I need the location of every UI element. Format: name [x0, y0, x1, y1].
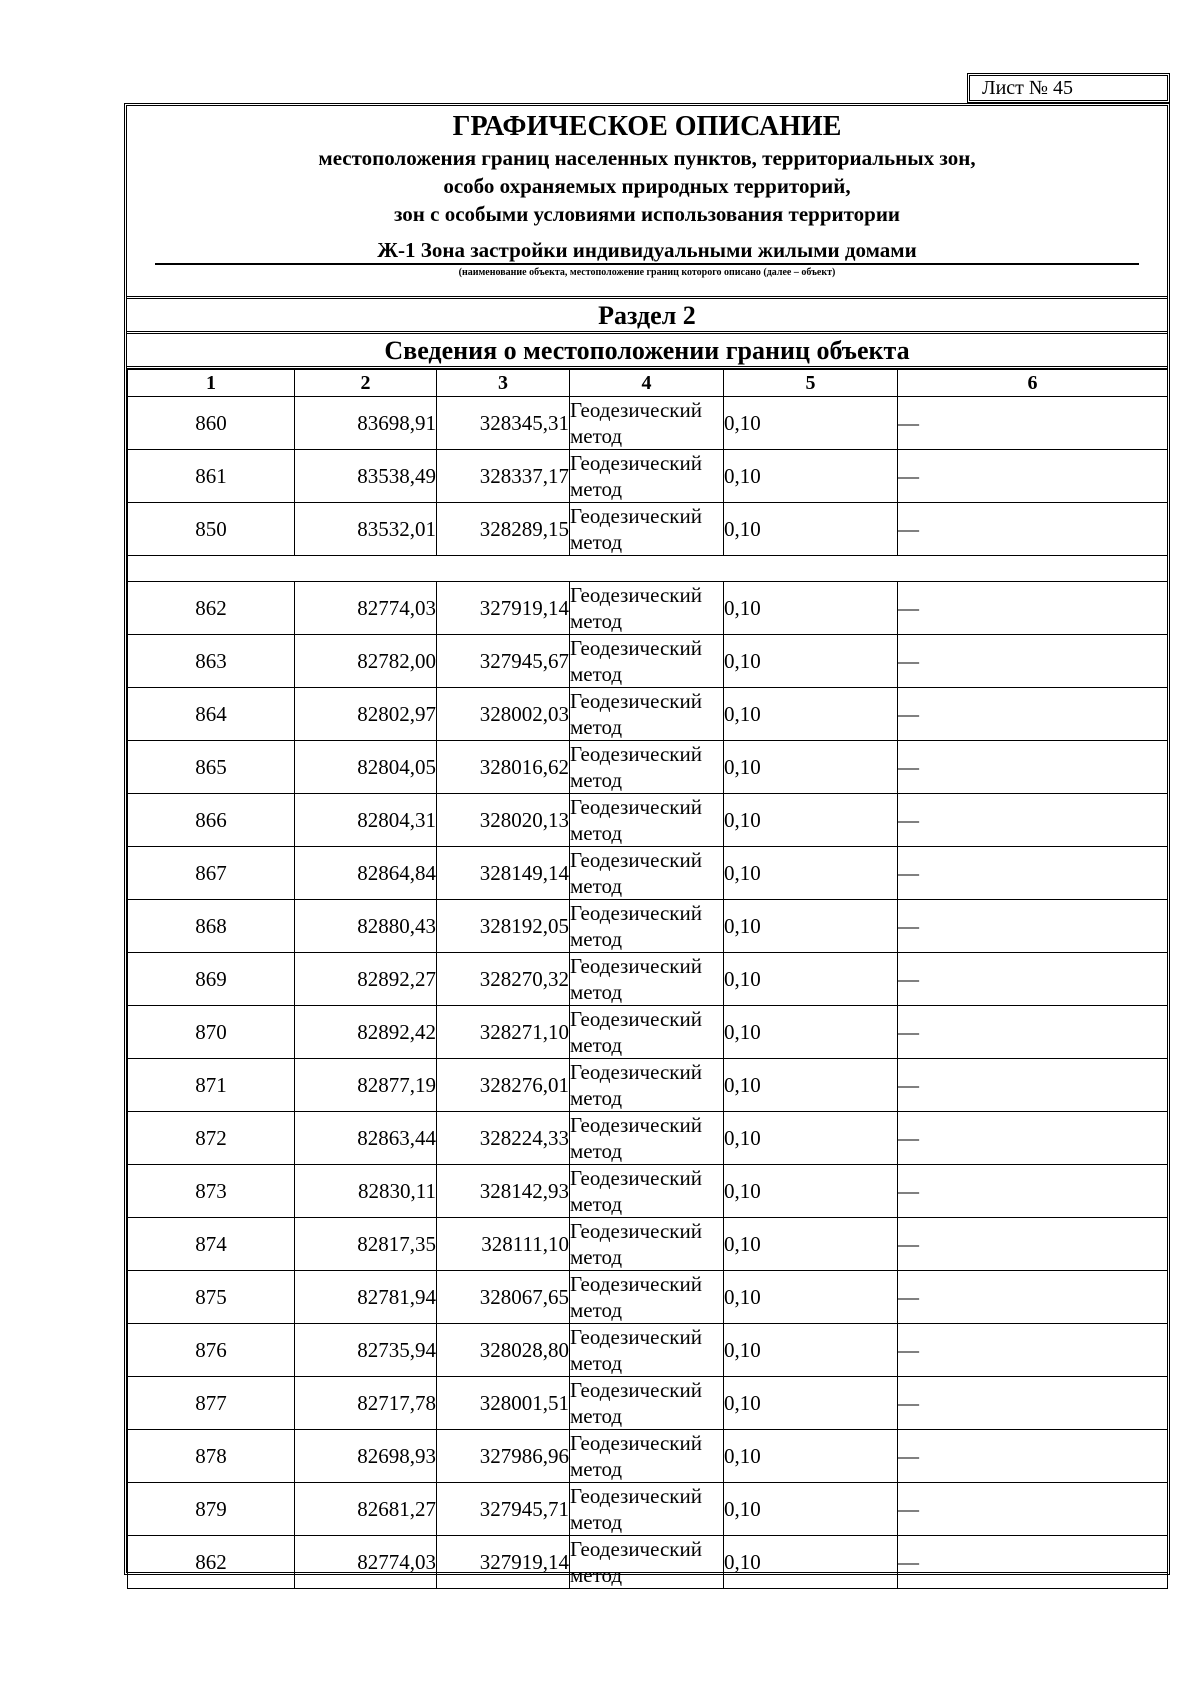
cell-coordinate-x: 83698,91	[295, 397, 437, 450]
table-row	[128, 794, 1168, 847]
cell-point-number: 868	[128, 900, 295, 953]
cell-accuracy: 0,10	[724, 1112, 898, 1165]
cell-coordinate-y: 328337,17	[437, 450, 570, 503]
column-header-3: 3	[437, 370, 570, 397]
cell-accuracy: 0,10	[724, 688, 898, 741]
cell-point-number: 865	[128, 741, 295, 794]
cell-method: Геодезический метод	[570, 1059, 724, 1112]
cell-accuracy: 0,10	[724, 741, 898, 794]
cell-method: Геодезический метод	[570, 741, 724, 794]
table-row	[128, 635, 1168, 688]
cell-accuracy: 0,10	[724, 1536, 898, 1589]
cell-method: Геодезический метод	[570, 582, 724, 635]
cell-coordinate-x: 82781,94	[295, 1271, 437, 1324]
cell-point-number: 878	[128, 1430, 295, 1483]
column-header-6: 6	[898, 370, 1168, 397]
cell-point-number: 879	[128, 1483, 295, 1536]
cell-accuracy: 0,10	[724, 397, 898, 450]
cell-coordinate-x: 82698,93	[295, 1430, 437, 1483]
cell-coordinate-y: 327986,96	[437, 1430, 570, 1483]
cell-coordinate-y: 328192,05	[437, 900, 570, 953]
cell-point-number: 862	[128, 582, 295, 635]
table-row	[128, 1059, 1168, 1112]
cell-point-number: 863	[128, 635, 295, 688]
contour-separator-row	[128, 556, 1168, 582]
column-header-4: 4	[570, 370, 724, 397]
cell-point-number: 866	[128, 794, 295, 847]
document-title: ГРАФИЧЕСКОЕ ОПИСАНИЕ	[452, 111, 842, 142]
cell-coordinate-x: 82717,78	[295, 1377, 437, 1430]
table-row	[128, 1112, 1168, 1165]
document-header	[127, 106, 1167, 299]
cell-description: —	[898, 953, 1168, 1006]
table-header-row	[128, 370, 1168, 397]
cell-point-number: 874	[128, 1218, 295, 1271]
cell-coordinate-x: 82804,05	[295, 741, 437, 794]
table-row	[128, 741, 1168, 794]
cell-method: Геодезический метод	[570, 847, 724, 900]
cell-point-number: 873	[128, 1165, 295, 1218]
cell-method: Геодезический метод	[570, 1006, 724, 1059]
cell-accuracy: 0,10	[724, 503, 898, 556]
cell-description: —	[898, 741, 1168, 794]
cell-coordinate-y: 327945,71	[437, 1483, 570, 1536]
cell-coordinate-x: 82864,84	[295, 847, 437, 900]
cell-coordinate-x: 82880,43	[295, 900, 437, 953]
cell-description: —	[898, 635, 1168, 688]
cell-point-number: 869	[128, 953, 295, 1006]
cell-description: —	[898, 1377, 1168, 1430]
table-row	[128, 1271, 1168, 1324]
table-body	[128, 397, 1168, 1589]
cell-point-number: 867	[128, 847, 295, 900]
cell-coordinate-y: 327919,14	[437, 1536, 570, 1589]
table-row	[128, 688, 1168, 741]
cell-description: —	[898, 1324, 1168, 1377]
cell-accuracy: 0,10	[724, 794, 898, 847]
cell-coordinate-y: 328149,14	[437, 847, 570, 900]
object-name: Ж-1 Зона застройки индивидуальными жилыми домами	[377, 238, 917, 262]
cell-method: Геодезический метод	[570, 953, 724, 1006]
table-row	[128, 1377, 1168, 1430]
cell-point-number: 872	[128, 1112, 295, 1165]
document-subtitle-line-2: особо охраняемых природных территорий,	[443, 174, 851, 198]
cell-point-number: 864	[128, 688, 295, 741]
cell-coordinate-y: 328345,31	[437, 397, 570, 450]
cell-method: Геодезический метод	[570, 794, 724, 847]
cell-description: —	[898, 1112, 1168, 1165]
cell-method: Геодезический метод	[570, 900, 724, 953]
cell-method: Геодезический метод	[570, 1430, 724, 1483]
column-header-5: 5	[724, 370, 898, 397]
cell-point-number: 862	[128, 1536, 295, 1589]
table-row	[128, 1536, 1168, 1589]
cell-coordinate-x: 82863,44	[295, 1112, 437, 1165]
cell-coordinate-x: 83538,49	[295, 450, 437, 503]
cell-method: Геодезический метод	[570, 450, 724, 503]
document-subtitle-line-3: зон с особыми условиями использования территории	[393, 202, 901, 226]
cell-description: —	[898, 794, 1168, 847]
table-row	[128, 1483, 1168, 1536]
table-row	[128, 582, 1168, 635]
cell-coordinate-y: 328276,01	[437, 1059, 570, 1112]
cell-method: Геодезический метод	[570, 1271, 724, 1324]
cell-accuracy: 0,10	[724, 1271, 898, 1324]
object-underline	[155, 263, 1139, 265]
cell-coordinate-y: 328020,13	[437, 794, 570, 847]
cell-method: Геодезический метод	[570, 635, 724, 688]
cell-point-number: 876	[128, 1324, 295, 1377]
cell-description: —	[898, 450, 1168, 503]
cell-accuracy: 0,10	[724, 450, 898, 503]
table-row	[128, 503, 1168, 556]
cell-accuracy: 0,10	[724, 1059, 898, 1112]
cell-coordinate-x: 82681,27	[295, 1483, 437, 1536]
cell-point-number: 850	[128, 503, 295, 556]
cell-coordinate-y: 328001,51	[437, 1377, 570, 1430]
table-row	[128, 1430, 1168, 1483]
table-row	[128, 953, 1168, 1006]
section-subtitle: Сведения о местоположении границ объекта	[127, 334, 1167, 369]
cell-coordinate-x: 82877,19	[295, 1059, 437, 1112]
cell-coordinate-y: 328224,33	[437, 1112, 570, 1165]
cell-method: Геодезический метод	[570, 1324, 724, 1377]
cell-coordinate-y: 328016,62	[437, 741, 570, 794]
cell-accuracy: 0,10	[724, 1218, 898, 1271]
cell-description: —	[898, 900, 1168, 953]
table-row	[128, 847, 1168, 900]
cell-point-number: 877	[128, 1377, 295, 1430]
column-header-1: 1	[128, 370, 295, 397]
table-row	[128, 397, 1168, 450]
coordinates-table	[127, 369, 1168, 1589]
cell-description: —	[898, 847, 1168, 900]
cell-description: —	[898, 397, 1168, 450]
cell-accuracy: 0,10	[724, 582, 898, 635]
cell-coordinate-y: 328271,10	[437, 1006, 570, 1059]
cell-accuracy: 0,10	[724, 1483, 898, 1536]
cell-method: Геодезический метод	[570, 1165, 724, 1218]
cell-description: —	[898, 1218, 1168, 1271]
cell-coordinate-y: 328289,15	[437, 503, 570, 556]
cell-description: —	[898, 582, 1168, 635]
cell-coordinate-y: 328067,65	[437, 1271, 570, 1324]
cell-description: —	[898, 1483, 1168, 1536]
document-frame	[124, 103, 1170, 1587]
cell-coordinate-x: 82782,00	[295, 635, 437, 688]
section-title: Раздел 2	[127, 299, 1167, 334]
cell-coordinate-x: 83532,01	[295, 503, 437, 556]
cell-coordinate-y: 328002,03	[437, 688, 570, 741]
cell-method: Геодезический метод	[570, 1377, 724, 1430]
cell-method: Геодезический метод	[570, 1112, 724, 1165]
cell-accuracy: 0,10	[724, 1430, 898, 1483]
cell-coordinate-x: 82892,27	[295, 953, 437, 1006]
cell-description: —	[898, 503, 1168, 556]
cell-point-number: 871	[128, 1059, 295, 1112]
cell-description: —	[898, 688, 1168, 741]
cell-coordinate-x: 82774,03	[295, 582, 437, 635]
cell-coordinate-x: 82774,03	[295, 1536, 437, 1589]
cell-coordinate-x: 82830,11	[295, 1165, 437, 1218]
cell-method: Геодезический метод	[570, 1536, 724, 1589]
cell-coordinate-y: 328142,93	[437, 1165, 570, 1218]
cell-method: Геодезический метод	[570, 503, 724, 556]
cell-coordinate-y: 328028,80	[437, 1324, 570, 1377]
cell-description: —	[898, 1536, 1168, 1589]
cell-description: —	[898, 1271, 1168, 1324]
sheet-number: Лист № 45	[967, 73, 1170, 103]
cell-point-number: 861	[128, 450, 295, 503]
cell-description: —	[898, 1430, 1168, 1483]
cell-accuracy: 0,10	[724, 847, 898, 900]
cell-accuracy: 0,10	[724, 953, 898, 1006]
cell-coordinate-y: 327945,67	[437, 635, 570, 688]
table-row	[128, 1218, 1168, 1271]
table-row	[128, 1165, 1168, 1218]
cell-method: Геодезический метод	[570, 688, 724, 741]
cell-coordinate-x: 82817,35	[295, 1218, 437, 1271]
cell-coordinate-y: 327919,14	[437, 582, 570, 635]
table-row	[128, 450, 1168, 503]
cell-method: Геодезический метод	[570, 1483, 724, 1536]
cell-accuracy: 0,10	[724, 1324, 898, 1377]
cell-accuracy: 0,10	[724, 900, 898, 953]
object-caption: (наименование объекта, местоположение границ которого описано (далее – объект)	[458, 267, 836, 278]
document-subtitle-line-1: местоположения границ населенных пунктов, территориальных зон,	[318, 146, 976, 170]
cell-coordinate-y: 328270,32	[437, 953, 570, 1006]
separator-cell	[128, 556, 1168, 582]
cell-method: Геодезический метод	[570, 1218, 724, 1271]
cell-point-number: 875	[128, 1271, 295, 1324]
cell-point-number: 860	[128, 397, 295, 450]
column-header-2: 2	[295, 370, 437, 397]
table-row	[128, 1006, 1168, 1059]
cell-coordinate-x: 82804,31	[295, 794, 437, 847]
cell-point-number: 870	[128, 1006, 295, 1059]
cell-coordinate-x: 82735,94	[295, 1324, 437, 1377]
table-row	[128, 1324, 1168, 1377]
cell-accuracy: 0,10	[724, 1165, 898, 1218]
cell-description: —	[898, 1059, 1168, 1112]
cell-method: Геодезический метод	[570, 397, 724, 450]
cell-accuracy: 0,10	[724, 1006, 898, 1059]
cell-accuracy: 0,10	[724, 635, 898, 688]
cell-accuracy: 0,10	[724, 1377, 898, 1430]
cell-description: —	[898, 1006, 1168, 1059]
cell-coordinate-x: 82892,42	[295, 1006, 437, 1059]
cell-description: —	[898, 1165, 1168, 1218]
cell-coordinate-y: 328111,10	[437, 1218, 570, 1271]
table-row	[128, 900, 1168, 953]
cell-coordinate-x: 82802,97	[295, 688, 437, 741]
